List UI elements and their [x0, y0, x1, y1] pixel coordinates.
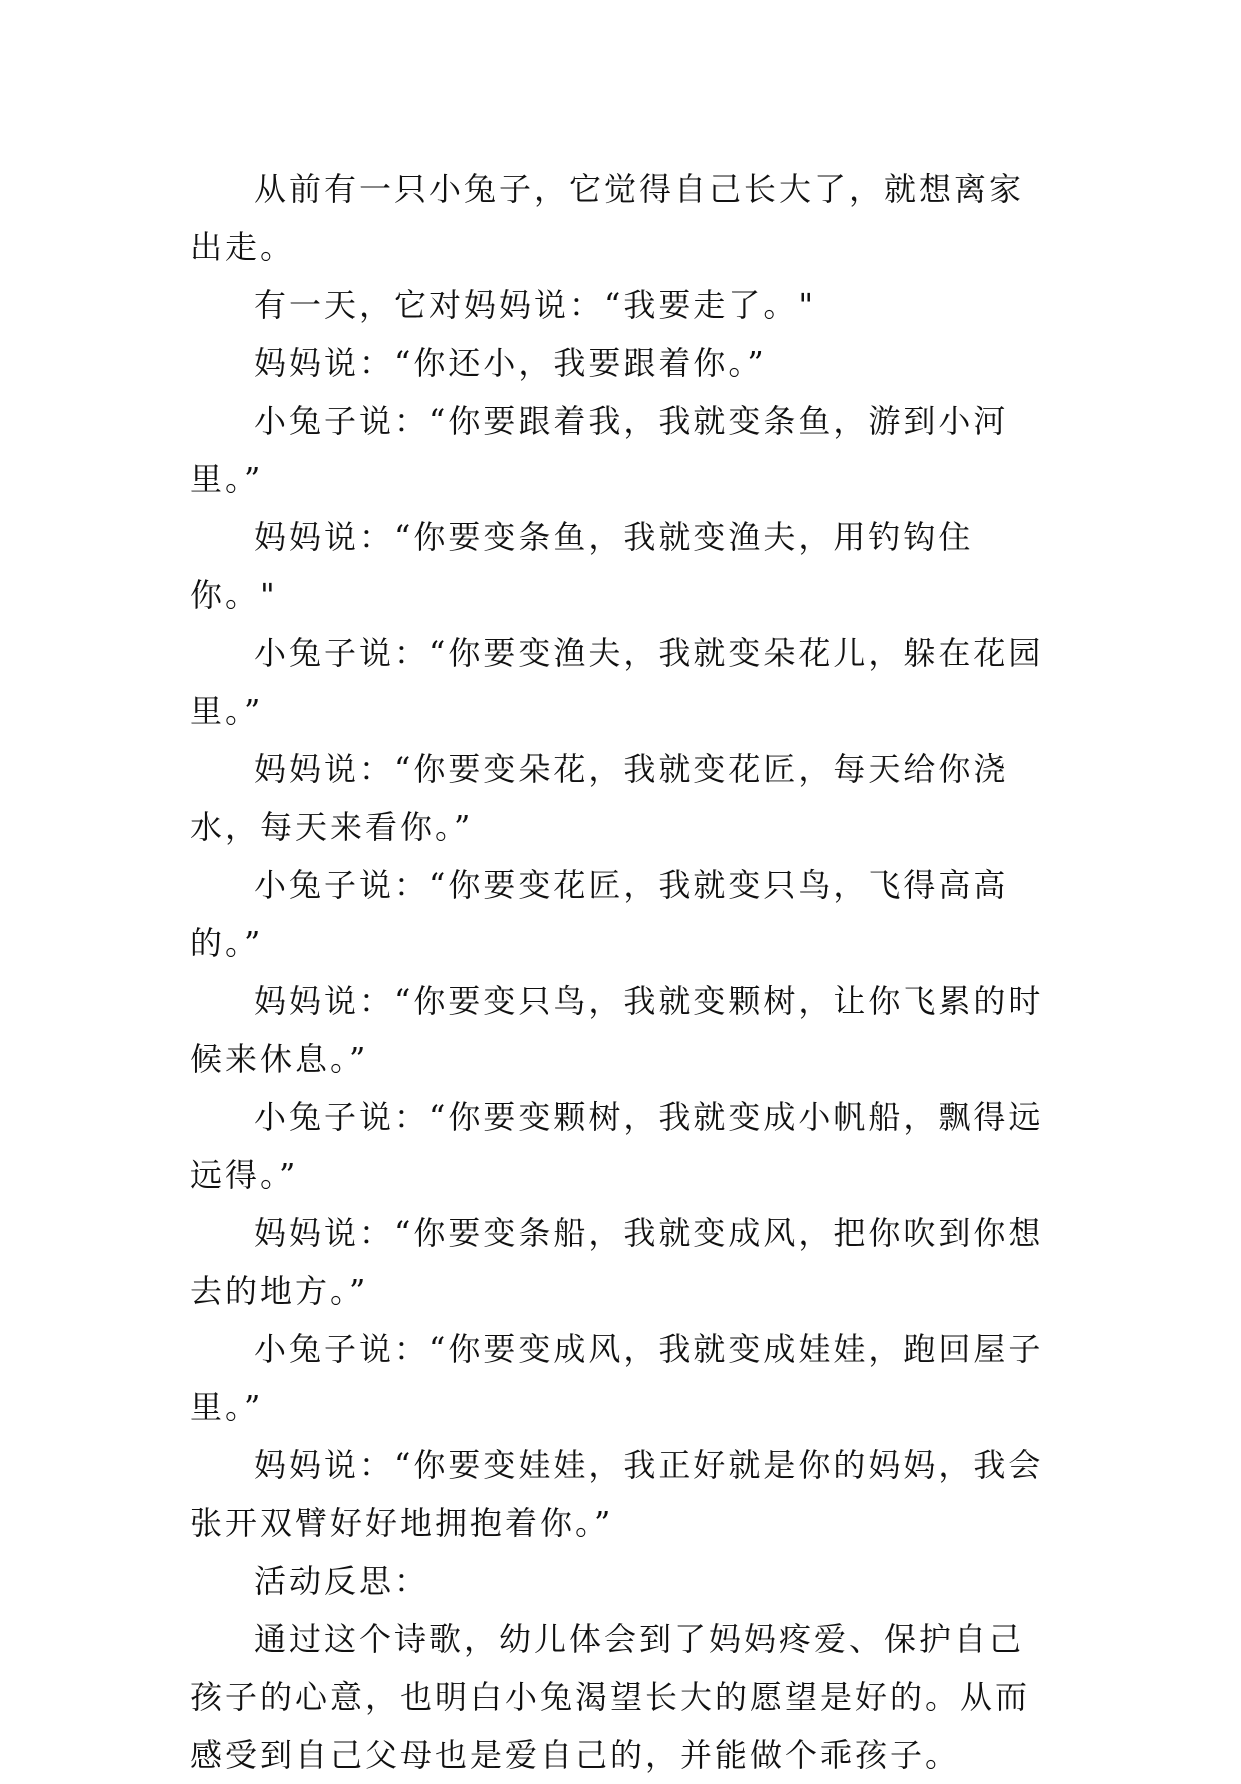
reflection-heading: 活动反思：: [254, 1562, 430, 1600]
paragraph-13: 妈妈说：“你要变娃娃，我正好就是你的妈妈，我会张开双臂好好地拥抱着你。”: [190, 1446, 1044, 1542]
paragraph-11: 妈妈说：“你要变条船，我就变成风，把你吹到你想去的地方。”: [190, 1214, 1044, 1310]
paragraph-3: 妈妈说：“你还小，我要跟着你。”: [254, 344, 767, 382]
paragraph-7: 妈妈说：“你要变朵花，我就变花匠，每天给你浇水，每天来看你。”: [190, 750, 1009, 846]
paragraph-8: 小兔子说：“你要变花匠，我就变只鸟，飞得高高的。”: [190, 866, 1009, 962]
document-body: [190, 160, 1058, 1784]
paragraph-1: 从前有一只小兔子，它觉得自己长大了，就想离家出走。: [190, 170, 1025, 266]
paragraph-9: 妈妈说：“你要变只鸟，我就变颗树，让你飞累的时候来休息。”: [190, 982, 1044, 1078]
paragraph-6: 小兔子说：“你要变渔夫，我就变朵花儿，躲在花园里。”: [190, 634, 1044, 730]
reflection-paragraph: 通过这个诗歌，幼儿体会到了妈妈疼爱、保护自己孩子的心意，也明白小兔渴望长大的愿望是好的。从而感受到自己父母也是爱自己的，并能做个乖孩子。: [190, 1620, 1031, 1774]
paragraph-10: 小兔子说：“你要变颗树，我就变成小帆船，飘得远远得。”: [190, 1098, 1044, 1194]
paragraph-4: 小兔子说：“你要跟着我，我就变条鱼，游到小河里。”: [190, 402, 1009, 498]
paragraph-2: 有一天，它对妈妈说：“我要走了。": [254, 286, 817, 324]
paragraph-12: 小兔子说：“你要变成风，我就变成娃娃，跑回屋子里。”: [190, 1330, 1044, 1426]
paragraph-5: 妈妈说：“你要变条鱼，我就变渔夫，用钓钩住你。": [190, 518, 974, 614]
